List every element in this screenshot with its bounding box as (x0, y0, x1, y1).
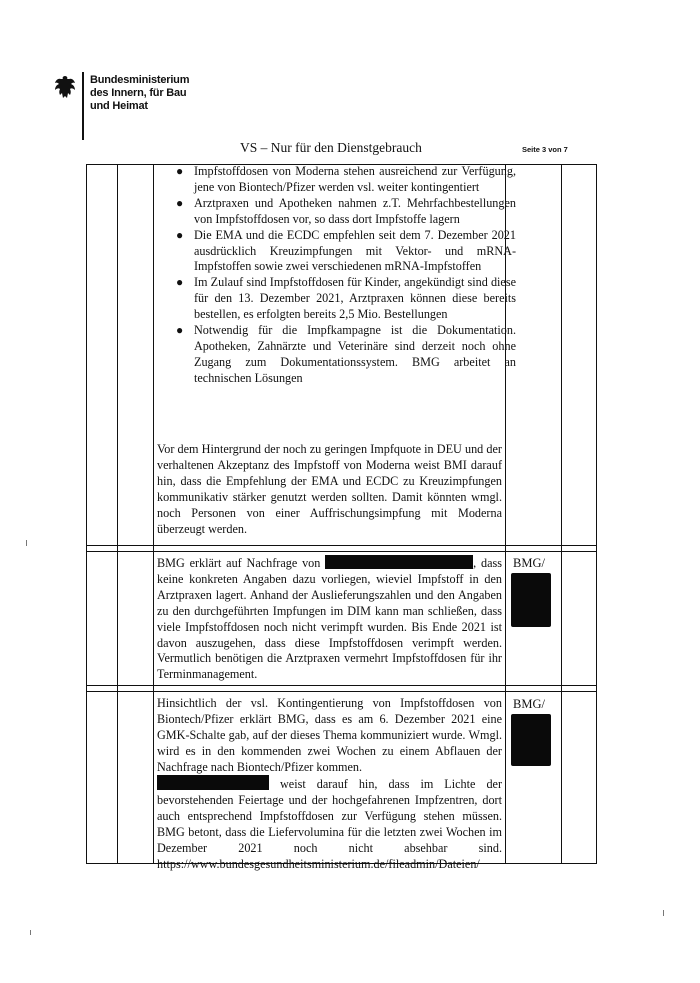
row2-text (157, 555, 502, 683)
bullet-icon: ● (176, 164, 184, 178)
bullet-text: Die EMA und die ECDC empfehlen seit dem 7. Dezember 2021 ausdrücklich Kreuzimpfungen mit Vektor- und mRNA-Impfstoffen sowie zwei verschiedenen mRNA-Impfstoffen (194, 227, 516, 274)
row2-lead: BMG erklärt auf Nachfrage von (157, 556, 321, 570)
ministry-line: Bundesministerium (90, 74, 190, 86)
scan-artifact (663, 910, 664, 916)
row1-paragraph: Vor dem Hintergrund der noch zu geringen Impfquote in DEU und der verhaltenen Akzeptanz des Impfstoff von Moderna weist BMI darauf hin, dass die Empfehlung der EMA und ECDC zu Kreuzimpfungen kommunikativ stärker genutzt werden sollten. Damit könnten wmgl. noch Personen von einer Auffrischungsimpfung mit Moderna überzeugt werden. (157, 442, 502, 536)
bullet-icon: ● (176, 323, 184, 338)
table-row-divider (86, 691, 597, 692)
federal-eagle-icon (54, 74, 76, 102)
table-row-divider (86, 545, 597, 546)
redaction-block (511, 573, 551, 627)
table-column-divider (153, 164, 154, 864)
bullet-text: Im Zulauf sind Impfstoffdosen für Kinder, angekündigt sind diese für den 13. Dezember 2021, Arztpraxen können diese bereits bestellen, es erfolgten bereits 2,5 Mio. Bestellungen (194, 275, 516, 322)
logo-divider (82, 72, 84, 140)
redaction-block (511, 714, 551, 766)
list-item (176, 228, 516, 276)
bullet-icon: ● (176, 195, 184, 210)
table-column-divider (561, 164, 562, 864)
list-item (176, 196, 516, 228)
classification-label: VS – Nur für den Dienstgebrauch (240, 140, 422, 155)
table-row-divider (86, 551, 597, 552)
ministry-name (90, 74, 189, 113)
bullet-text: Notwendig für die Impfkampagne ist die Dokumentation. Apotheken, Zahnärzte und Veterinäre sind derzeit noch ohne Zugang zum Dokumentationssystem. BMG arbeitet an technischen Lösungen (194, 323, 516, 385)
bullet-icon: ● (176, 227, 184, 242)
row2-responsible: BMG/ (513, 556, 545, 570)
row3-body: weist darauf hin, dass im Lichte der bevorstehenden Feiertage und der hochgefahrenen Impfzentren, dort auch entsprechend Impfstoffdosen zur Verfügung stehen müssen. BMG betont, dass die Liefervolumina für die letzten zwei Wochen im Dezember 2021 noch nicht absehbar sind. https://www.bundesgesundheitsministerium.de/fileadmin/Dateien/ (157, 777, 502, 871)
list-item (176, 164, 516, 196)
redaction-bar (157, 775, 269, 790)
bullet-text: Arztpraxen und Apotheken nahmen z.T. Mehrfachbestellungen von Impfstoffdosen vor, so dass dort Impfstoffe lagern (194, 195, 516, 226)
ministry-line: und Heimat (90, 100, 148, 112)
list-item (176, 323, 516, 387)
table-border (596, 164, 597, 864)
ministry-logo (54, 70, 254, 150)
row3-text (157, 775, 502, 872)
table-border (86, 164, 87, 864)
row3-responsible: BMG/ (513, 697, 545, 711)
bullet-list (176, 164, 516, 387)
list-item (176, 275, 516, 323)
table-row-divider (86, 685, 597, 686)
scan-artifact (30, 930, 31, 935)
page-number: Seite 3 von 7 (522, 145, 568, 154)
scan-artifact (26, 540, 27, 546)
bullet-icon: ● (176, 275, 184, 290)
redaction-bar (325, 555, 473, 569)
bullet-text: Impfstoffdosen von Moderna stehen ausreichend zur Verfügung, jene von Biontech/Pfizer werden vsl. weiter kontingentiert (194, 164, 516, 194)
row2-body: , dass keine konkreten Angaben dazu vorliegen, wieviel Impfstoff in den Arztpraxen lagert. Anhand der Auslieferungszahlen und den Angaben zu den durchgeführten Impfungen im DIM kann man schließen, dass viele Impfstoffdosen noch nicht verimpft wurden. Bis Ende 2021 ist davon auszugehen, dass diese Impfstoffdosen verimpft werden. Vermutlich benötigen die Arztpraxen vermehrt Impfstoffdosen für ihr Terminmanagement. (157, 556, 503, 682)
row3-paragraph: Hinsichtlich der vsl. Kontingentierung von Impfstoffdosen von Biontech/Pfizer erklärt BMG, dass es am 6. Dezember 2021 eine GMK-Schalte gab, auf der dieses Thema kommuniziert wurde. Wmgl. wird es in den kommenden zwei Wochen zu einem Abflauen der Nachfrage nach Biontech/Pfizer kommen. (157, 696, 502, 774)
ministry-line: des Innern, für Bau (90, 87, 187, 99)
table-column-divider (117, 164, 118, 864)
